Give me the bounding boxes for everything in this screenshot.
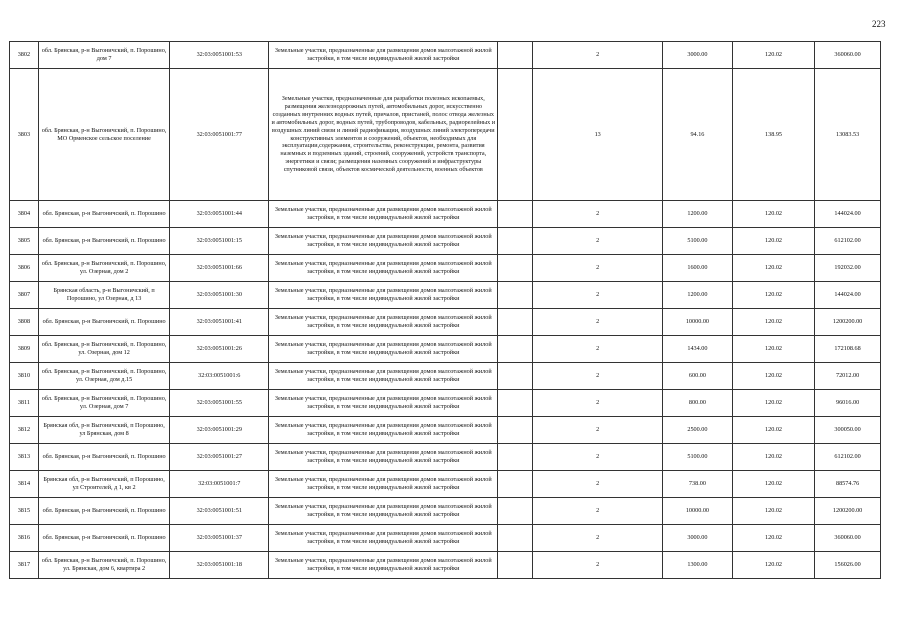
rate-cell: 120.02 bbox=[732, 471, 814, 498]
land-category-cell: Земельные участки, предназначенные для размещения домов малоэтажной жилой застройки, в том числе индивидуальной жилой застройки bbox=[269, 498, 498, 525]
group-number-cell: 2 bbox=[533, 282, 663, 309]
cadastral-number-cell: 32:03:0051001:6 bbox=[170, 363, 269, 390]
rate-cell: 120.02 bbox=[732, 417, 814, 444]
group-number-cell: 2 bbox=[533, 309, 663, 336]
row-number-cell: 3810 bbox=[10, 363, 39, 390]
table-row bbox=[10, 471, 881, 498]
spacer-cell bbox=[498, 282, 533, 309]
cadastral-value-cell: 1200200.00 bbox=[815, 498, 881, 525]
table-row bbox=[10, 42, 881, 69]
land-category-cell: Земельные участки, предназначенные для размещения домов малоэтажной жилой застройки, в том числе индивидуальной жилой застройки bbox=[269, 228, 498, 255]
spacer-cell bbox=[498, 42, 533, 69]
cadastral-number-cell: 32:03:0051001:18 bbox=[170, 552, 269, 579]
rate-cell: 120.02 bbox=[732, 42, 814, 69]
address-cell: обл. Брянская, р-н Выгоничский, п. Порошино, ул. Брянская, дом 6, квартира 2 bbox=[38, 552, 170, 579]
land-category-cell: Земельные участки, предназначенные для размещения домов малоэтажной жилой застройки, в том числе индивидуальной жилой застройки bbox=[269, 309, 498, 336]
rate-cell: 120.02 bbox=[732, 498, 814, 525]
land-category-cell: Земельные участки, предназначенные для размещения домов малоэтажной жилой застройки, в том числе индивидуальной жилой застройки bbox=[269, 255, 498, 282]
row-number-cell: 3805 bbox=[10, 228, 39, 255]
address-cell: Брянская область, р-н Выгоничский, п Порошино, ул Озерная, д 13 bbox=[38, 282, 170, 309]
rate-cell: 120.02 bbox=[732, 552, 814, 579]
area-cell: 800.00 bbox=[662, 390, 732, 417]
table-row bbox=[10, 255, 881, 282]
rate-cell: 120.02 bbox=[732, 255, 814, 282]
area-cell: 3000.00 bbox=[662, 42, 732, 69]
cadastral-value-cell: 13083.53 bbox=[815, 69, 881, 201]
spacer-cell bbox=[498, 201, 533, 228]
address-cell: обл. Брянская, р-н Выгоничский, п. Порошино, МО Орменское сельское поселение bbox=[38, 69, 170, 201]
area-cell: 1200.00 bbox=[662, 282, 732, 309]
spacer-cell bbox=[498, 444, 533, 471]
spacer-cell bbox=[498, 363, 533, 390]
table-row bbox=[10, 309, 881, 336]
area-cell: 94.16 bbox=[662, 69, 732, 201]
group-number-cell: 2 bbox=[533, 42, 663, 69]
table-row bbox=[10, 444, 881, 471]
cadastral-value-cell: 96016.00 bbox=[815, 390, 881, 417]
area-cell: 1200.00 bbox=[662, 201, 732, 228]
row-number-cell: 3816 bbox=[10, 525, 39, 552]
address-cell: обл. Брянская, р-н Выгоничский, п. Порошино bbox=[38, 228, 170, 255]
cadastral-number-cell: 32:03:0051001:55 bbox=[170, 390, 269, 417]
address-cell: Брянская обл, р-н Выгоничский, п Порошино, ул Строителей, д 1, кв 2 bbox=[38, 471, 170, 498]
cadastral-number-cell: 32:03:0051001:44 bbox=[170, 201, 269, 228]
spacer-cell bbox=[498, 471, 533, 498]
row-number-cell: 3817 bbox=[10, 552, 39, 579]
cadastral-number-cell: 32:03:0051001:15 bbox=[170, 228, 269, 255]
land-category-cell: Земельные участки, предназначенные для размещения домов малоэтажной жилой застройки, в том числе индивидуальной жилой застройки bbox=[269, 417, 498, 444]
group-number-cell: 2 bbox=[533, 471, 663, 498]
row-number-cell: 3807 bbox=[10, 282, 39, 309]
spacer-cell bbox=[498, 498, 533, 525]
cadastral-value-cell: 360060.00 bbox=[815, 42, 881, 69]
cadastral-number-cell: 32:03:0051001:41 bbox=[170, 309, 269, 336]
rate-cell: 120.02 bbox=[732, 309, 814, 336]
land-category-cell: Земельные участки, предназначенные для размещения домов малоэтажной жилой застройки, в том числе индивидуальной жилой застройки bbox=[269, 336, 498, 363]
area-cell: 1300.00 bbox=[662, 552, 732, 579]
cadastral-value-cell: 72012.00 bbox=[815, 363, 881, 390]
address-cell: обл. Брянская, р-н Выгоничский, п. Порошино, ул. Озерная, дом 2 bbox=[38, 255, 170, 282]
register-body bbox=[10, 42, 881, 579]
land-category-cell: Земельные участки, предназначенные для размещения домов малоэтажной жилой застройки, в том числе индивидуальной жилой застройки bbox=[269, 282, 498, 309]
cadastral-value-cell: 300050.00 bbox=[815, 417, 881, 444]
cadastral-value-cell: 156026.00 bbox=[815, 552, 881, 579]
group-number-cell: 2 bbox=[533, 201, 663, 228]
cadastral-number-cell: 32:03:0051001:29 bbox=[170, 417, 269, 444]
rate-cell: 120.02 bbox=[732, 390, 814, 417]
table-row bbox=[10, 552, 881, 579]
group-number-cell: 2 bbox=[533, 363, 663, 390]
area-cell: 3000.00 bbox=[662, 525, 732, 552]
cadastral-number-cell: 32:03:0051001:7 bbox=[170, 471, 269, 498]
row-number-cell: 3804 bbox=[10, 201, 39, 228]
group-number-cell: 13 bbox=[533, 69, 663, 201]
page-number: 223 bbox=[872, 19, 886, 29]
spacer-cell bbox=[498, 417, 533, 444]
spacer-cell bbox=[498, 525, 533, 552]
cadastral-number-cell: 32:03:0051001:77 bbox=[170, 69, 269, 201]
table-row bbox=[10, 336, 881, 363]
cadastral-value-cell: 144024.00 bbox=[815, 282, 881, 309]
table-row bbox=[10, 228, 881, 255]
cadastral-value-cell: 144024.00 bbox=[815, 201, 881, 228]
land-category-cell: Земельные участки, предназначенные для размещения домов малоэтажной жилой застройки, в том числе индивидуальной жилой застройки bbox=[269, 444, 498, 471]
rate-cell: 120.02 bbox=[732, 525, 814, 552]
area-cell: 600.00 bbox=[662, 363, 732, 390]
spacer-cell bbox=[498, 255, 533, 282]
land-category-cell: Земельные участки, предназначенные для размещения домов малоэтажной жилой застройки, в том числе индивидуальной жилой застройки bbox=[269, 390, 498, 417]
group-number-cell: 2 bbox=[533, 417, 663, 444]
row-number-cell: 3802 bbox=[10, 42, 39, 69]
table-row bbox=[10, 417, 881, 444]
address-cell: обл. Брянская, р-н Выгоничский, п. Порошино bbox=[38, 498, 170, 525]
area-cell: 5100.00 bbox=[662, 228, 732, 255]
cadastral-value-cell: 192032.00 bbox=[815, 255, 881, 282]
spacer-cell bbox=[498, 390, 533, 417]
group-number-cell: 2 bbox=[533, 228, 663, 255]
land-category-cell: Земельные участки, предназначенные для размещения домов малоэтажной жилой застройки, в том числе индивидуальной жилой застройки bbox=[269, 525, 498, 552]
row-number-cell: 3806 bbox=[10, 255, 39, 282]
spacer-cell bbox=[498, 336, 533, 363]
address-cell: Брянская обл, р-н Выгоничский, п Порошино, ул Брянская, дом 8 bbox=[38, 417, 170, 444]
address-cell: обл. Брянская, р-н Выгоничский, п. Порошино, дом 7 bbox=[38, 42, 170, 69]
address-cell: обл. Брянская, р-н Выгоничский, п. Порошино bbox=[38, 309, 170, 336]
address-cell: обл. Брянская, р-н Выгоничский, п. Порошино, ул. Озерная, дом 12 bbox=[38, 336, 170, 363]
rate-cell: 120.02 bbox=[732, 282, 814, 309]
rate-cell: 120.02 bbox=[732, 363, 814, 390]
rate-cell: 120.02 bbox=[732, 336, 814, 363]
spacer-cell bbox=[498, 228, 533, 255]
cadastral-value-cell: 612102.00 bbox=[815, 228, 881, 255]
row-number-cell: 3812 bbox=[10, 417, 39, 444]
land-category-cell: Земельные участки, предназначенные для размещения домов малоэтажной жилой застройки, в том числе индивидуальной жилой застройки bbox=[269, 363, 498, 390]
area-cell: 5100.00 bbox=[662, 444, 732, 471]
address-cell: обл. Брянская, р-н Выгоничский, п. Порошино bbox=[38, 201, 170, 228]
land-category-cell: Земельные участки, предназначенные для размещения домов малоэтажной жилой застройки, в том числе индивидуальной жилой застройки bbox=[269, 552, 498, 579]
cadastral-value-cell: 612102.00 bbox=[815, 444, 881, 471]
rate-cell: 120.02 bbox=[732, 444, 814, 471]
rate-cell: 138.95 bbox=[732, 69, 814, 201]
table-row bbox=[10, 201, 881, 228]
row-number-cell: 3815 bbox=[10, 498, 39, 525]
row-number-cell: 3803 bbox=[10, 69, 39, 201]
table-row bbox=[10, 390, 881, 417]
spacer-cell bbox=[498, 69, 533, 201]
area-cell: 10000.00 bbox=[662, 498, 732, 525]
address-cell: обл. Брянская, р-н Выгоничский, п. Порошино, ул. Озерная, дом 7 bbox=[38, 390, 170, 417]
area-cell: 1434.00 bbox=[662, 336, 732, 363]
land-category-cell: Земельные участки, предназначенные для размещения домов малоэтажной жилой застройки, в том числе индивидуальной жилой застройки bbox=[269, 42, 498, 69]
cadastral-number-cell: 32:03:0051001:53 bbox=[170, 42, 269, 69]
cadastral-number-cell: 32:03:0051001:30 bbox=[170, 282, 269, 309]
area-cell: 738.00 bbox=[662, 471, 732, 498]
land-category-cell: Земельные участки, предназначенные для разработки полезных ископаемых, размещения железнодорожных путей, автомобильных дорог, искусственно созданных внутренних водных путей, причалов, пристаней, полос отвода железных и автомобильных дорог, водных путей, трубопроводов, кабельных, радиорелейных и воздушных линий связи и линий радиофикации, воздушных линий электропередачи конструктивных элементов и сооружений, объектов, необходимых для эксплуатации,содержания, строительства, реконструкции, ремонта, развития наземных и подземных зданий, строений, сооружений, устройств транспорта, энергетики и связи; размещения наземных сооружений и инфраструктуры спутниковой связи, объектов космической деятельности, военных объектов bbox=[269, 69, 498, 201]
group-number-cell: 2 bbox=[533, 390, 663, 417]
row-number-cell: 3813 bbox=[10, 444, 39, 471]
group-number-cell: 2 bbox=[533, 525, 663, 552]
table-row bbox=[10, 69, 881, 201]
land-category-cell: Земельные участки, предназначенные для размещения домов малоэтажной жилой застройки, в том числе индивидуальной жилой застройки bbox=[269, 471, 498, 498]
group-number-cell: 2 bbox=[533, 255, 663, 282]
address-cell: обл. Брянская, р-н Выгоничский, п. Порошино bbox=[38, 525, 170, 552]
spacer-cell bbox=[498, 309, 533, 336]
area-cell: 1600.00 bbox=[662, 255, 732, 282]
table-row bbox=[10, 498, 881, 525]
group-number-cell: 2 bbox=[533, 444, 663, 471]
cadastral-number-cell: 32:03:0051001:26 bbox=[170, 336, 269, 363]
cadastral-number-cell: 32:03:0051001:66 bbox=[170, 255, 269, 282]
group-number-cell: 2 bbox=[533, 498, 663, 525]
table-row bbox=[10, 363, 881, 390]
address-cell: обл. Брянская, р-н Выгоничский, п. Порошино, ул. Озерная, дом д.15 bbox=[38, 363, 170, 390]
table-row bbox=[10, 525, 881, 552]
row-number-cell: 3809 bbox=[10, 336, 39, 363]
area-cell: 10000.00 bbox=[662, 309, 732, 336]
cadastral-number-cell: 32:03:0051001:27 bbox=[170, 444, 269, 471]
rate-cell: 120.02 bbox=[732, 228, 814, 255]
rate-cell: 120.02 bbox=[732, 201, 814, 228]
land-category-cell: Земельные участки, предназначенные для размещения домов малоэтажной жилой застройки, в том числе индивидуальной жилой застройки bbox=[269, 201, 498, 228]
row-number-cell: 3808 bbox=[10, 309, 39, 336]
cadastral-value-cell: 88574.76 bbox=[815, 471, 881, 498]
address-cell: обл. Брянская, р-н Выгоничский, п. Порошино bbox=[38, 444, 170, 471]
land-register-table bbox=[9, 41, 881, 579]
cadastral-value-cell: 360060.00 bbox=[815, 525, 881, 552]
group-number-cell: 2 bbox=[533, 336, 663, 363]
row-number-cell: 3811 bbox=[10, 390, 39, 417]
group-number-cell: 2 bbox=[533, 552, 663, 579]
cadastral-number-cell: 32:03:0051001:37 bbox=[170, 525, 269, 552]
row-number-cell: 3814 bbox=[10, 471, 39, 498]
table-row bbox=[10, 282, 881, 309]
cadastral-value-cell: 172108.68 bbox=[815, 336, 881, 363]
cadastral-value-cell: 1200200.00 bbox=[815, 309, 881, 336]
spacer-cell bbox=[498, 552, 533, 579]
cadastral-number-cell: 32:03:0051001:51 bbox=[170, 498, 269, 525]
area-cell: 2500.00 bbox=[662, 417, 732, 444]
